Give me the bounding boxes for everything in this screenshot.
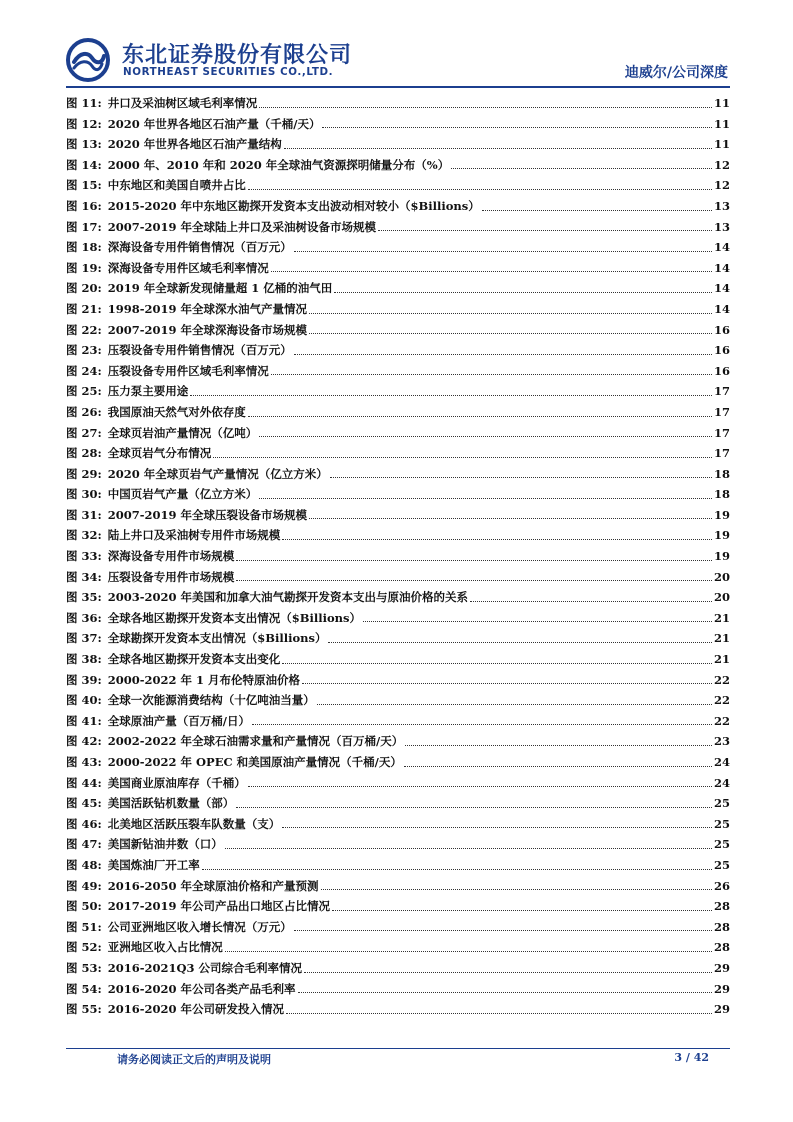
toc-page-number[interactable]: 25 <box>713 796 730 811</box>
toc-figure-number: 38: <box>81 652 102 667</box>
toc-figure-title[interactable]: 2016-2020 年公司研发投入情况 <box>107 1002 285 1017</box>
toc-figure-label: 图 <box>66 919 78 934</box>
toc-dot-leader <box>309 518 712 519</box>
toc-figure-number: 31: <box>81 507 102 522</box>
toc-figure-label: 图 <box>66 610 78 625</box>
toc-entry[interactable] <box>66 834 730 855</box>
toc-page-number[interactable]: 24 <box>713 755 730 769</box>
toc-figure-title[interactable]: 2007-2019 年全球陆上井口及采油树设备市场规模 <box>107 219 377 234</box>
toc-dot-leader <box>286 1013 712 1014</box>
toc-figure-title[interactable]: 压裂设备专用件区域毛利率情况 <box>107 363 269 378</box>
toc-figure-number: 13: <box>81 137 102 152</box>
toc-figure-title[interactable]: 全球原油产量（百万桶/日） <box>107 713 250 728</box>
toc-figure-title[interactable]: 中国页岩气产量（亿立方米） <box>107 487 258 502</box>
toc-figure-label: 图 <box>66 384 78 399</box>
toc-dot-leader <box>378 230 712 231</box>
toc-figure-title[interactable]: 压力泵主要用途 <box>107 384 189 399</box>
toc-figure-title[interactable]: 2016-2020 年公司各类产品毛利率 <box>107 981 296 996</box>
toc-figure-number: 14: <box>81 157 102 172</box>
toc-figure-number: 29: <box>81 466 102 481</box>
toc-figure-title[interactable]: 2020 年全球页岩气产量情况（亿立方米） <box>107 466 328 481</box>
toc-figure-label: 图 <box>66 672 78 687</box>
toc-page-number[interactable]: 14 <box>713 260 730 275</box>
toc-figure-label: 图 <box>66 157 78 172</box>
toc-page-number[interactable]: 25 <box>713 837 730 852</box>
toc-entry[interactable] <box>66 608 730 629</box>
toc-page-number[interactable]: 24 <box>713 775 730 790</box>
toc-figure-label: 图 <box>66 796 78 811</box>
toc-figure-number: 47: <box>81 837 102 852</box>
toc-figure-number: 54: <box>81 981 102 996</box>
toc-figure-title[interactable]: 全球页岩气分布情况 <box>107 446 212 461</box>
toc-figure-title[interactable]: 2019 年全球新发现储量超 1 亿桶的油气田 <box>107 281 333 296</box>
toc-figure-title[interactable]: 2020 年世界各地区石油产量结构 <box>107 137 282 152</box>
toc-figure-number: 33: <box>81 549 102 564</box>
toc-figure-title[interactable]: 全球勘探开发资本支出情况（$Billions） <box>107 631 327 646</box>
toc-dot-leader <box>328 642 712 643</box>
toc-page-number[interactable]: 28 <box>713 919 730 934</box>
toc-page-number[interactable]: 19 <box>713 507 730 522</box>
footer-divider <box>66 1048 730 1049</box>
toc-figure-title[interactable]: 2003-2020 年美国和加拿大油气勘探开发资本支出与原油价格的关系 <box>107 590 469 605</box>
toc-entry[interactable] <box>66 587 730 608</box>
toc-figure-label: 图 <box>66 178 78 193</box>
toc-figure-number: 41: <box>81 713 102 728</box>
toc-figure-title[interactable]: 2007-2019 年全球深海设备市场规模 <box>107 322 308 337</box>
toc-entry[interactable] <box>66 670 730 691</box>
toc-dot-leader <box>309 313 712 314</box>
toc-figure-number: 55: <box>81 1002 102 1017</box>
toc-page-number[interactable]: 20 <box>713 569 730 584</box>
report-tag: 迪威尔/公司深度 <box>624 65 728 81</box>
toc-dot-leader <box>309 333 712 334</box>
toc-figure-title[interactable]: 1998-2019 年全球深水油气产量情况 <box>107 301 308 316</box>
toc-entry[interactable] <box>66 855 730 876</box>
toc-dot-leader <box>282 539 712 540</box>
toc-page-number[interactable]: 21 <box>713 652 730 667</box>
toc-figure-label: 图 <box>66 775 78 790</box>
toc-dot-leader <box>470 601 712 602</box>
toc-figure-label: 图 <box>66 899 78 914</box>
toc-dot-leader <box>304 972 712 973</box>
toc-dot-leader <box>330 477 712 478</box>
toc-dot-leader <box>225 848 712 849</box>
toc-entry[interactable] <box>66 958 730 979</box>
toc-figure-number: 44: <box>81 775 102 790</box>
toc-figure-label: 图 <box>66 219 78 234</box>
toc-figure-number: 43: <box>81 755 102 769</box>
toc-figure-title[interactable]: 美国活跃钻机数量（部） <box>107 796 235 811</box>
toc-entry[interactable] <box>66 505 730 526</box>
toc-figure-number: 15: <box>81 178 102 193</box>
toc-figure-title[interactable]: 美国新钻油井数（口） <box>107 837 223 852</box>
toc-page-number[interactable]: 25 <box>713 816 730 831</box>
toc-entry[interactable] <box>66 876 730 897</box>
toc-entry[interactable] <box>66 731 730 752</box>
toc-page-number[interactable]: 17 <box>713 425 730 440</box>
toc-page-number[interactable]: 17 <box>713 384 730 399</box>
toc-figure-label: 图 <box>66 693 78 708</box>
toc-figure-label: 图 <box>66 755 78 769</box>
toc-figure-number: 18: <box>81 240 102 255</box>
toc-dot-leader <box>271 374 712 375</box>
toc-entry[interactable] <box>66 937 730 958</box>
toc-figure-number: 37: <box>81 631 102 646</box>
toc-entry[interactable] <box>66 896 730 917</box>
toc-figure-number: 32: <box>81 528 102 543</box>
toc-page-number[interactable]: 12 <box>713 157 730 172</box>
toc-entry[interactable] <box>66 299 730 320</box>
toc-figure-title[interactable]: 2000-2022 年 OPEC 和美国原油产量情况（千桶/天） <box>107 755 402 769</box>
toc-page-number[interactable]: 29 <box>713 960 730 975</box>
toc-figure-number: 52: <box>81 940 102 955</box>
toc-dot-leader <box>332 910 712 911</box>
toc-figure-label: 图 <box>66 857 78 872</box>
toc-figure-number: 26: <box>81 404 102 419</box>
toc-figure-label: 图 <box>66 240 78 255</box>
toc-dot-leader <box>405 745 712 746</box>
figure-list <box>66 93 730 1020</box>
toc-figure-label: 图 <box>66 981 78 996</box>
toc-entry[interactable] <box>66 93 730 114</box>
toc-figure-title[interactable]: 深海设备专用件区域毛利率情况 <box>107 260 269 275</box>
toc-dot-leader <box>282 663 712 664</box>
toc-figure-title[interactable]: 2016-2021Q3 公司综合毛利率情况 <box>107 960 303 975</box>
toc-figure-title[interactable]: 2017-2019 年公司产品出口地区占比情况 <box>107 899 331 914</box>
toc-figure-number: 21: <box>81 301 102 316</box>
toc-dot-leader <box>294 930 712 931</box>
toc-entry[interactable] <box>66 402 730 423</box>
toc-figure-label: 图 <box>66 116 78 131</box>
toc-figure-label: 图 <box>66 343 78 358</box>
toc-page-number[interactable]: 13 <box>713 219 730 234</box>
toc-entry[interactable] <box>66 814 730 835</box>
toc-figure-number: 34: <box>81 569 102 584</box>
toc-dot-leader <box>271 271 712 272</box>
toc-dot-leader <box>213 457 712 458</box>
toc-entry[interactable] <box>66 320 730 341</box>
toc-page-number[interactable]: 22 <box>713 672 730 687</box>
toc-dot-leader <box>259 498 712 499</box>
toc-page-number[interactable]: 16 <box>713 363 730 378</box>
toc-figure-number: 12: <box>81 116 102 131</box>
toc-page-number[interactable]: 26 <box>713 878 730 893</box>
toc-figure-label: 图 <box>66 652 78 667</box>
toc-entry[interactable] <box>66 752 730 773</box>
toc-dot-leader <box>482 210 712 211</box>
toc-page-number[interactable]: 17 <box>713 404 730 419</box>
toc-figure-number: 17: <box>81 219 102 234</box>
toc-figure-title[interactable]: 北美地区活跃压裂车队数量（支） <box>107 816 281 831</box>
toc-entry[interactable] <box>66 134 730 155</box>
toc-page-number[interactable]: 23 <box>713 734 730 749</box>
toc-figure-number: 27: <box>81 425 102 440</box>
toc-figure-title[interactable]: 美国商业原油库存（千桶） <box>107 775 246 790</box>
toc-dot-leader <box>248 416 712 417</box>
toc-figure-number: 28: <box>81 446 102 461</box>
toc-entry[interactable] <box>66 690 730 711</box>
toc-figure-title[interactable]: 2020 年世界各地区石油产量（千桶/天） <box>107 116 321 131</box>
toc-dot-leader <box>451 168 712 169</box>
toc-page-number[interactable]: 21 <box>713 631 730 646</box>
toc-page-number[interactable]: 11 <box>713 137 730 152</box>
toc-entry[interactable] <box>66 999 730 1020</box>
toc-figure-title[interactable]: 井口及采油树区域毛利率情况 <box>107 96 258 110</box>
toc-figure-number: 39: <box>81 672 102 687</box>
toc-figure-number: 22: <box>81 322 102 337</box>
toc-figure-label: 图 <box>66 446 78 461</box>
toc-figure-label: 图 <box>66 322 78 337</box>
toc-entry[interactable] <box>66 793 730 814</box>
header-divider <box>66 86 730 88</box>
toc-figure-title[interactable]: 全球一次能源消费结构（十亿吨油当量） <box>107 693 315 708</box>
toc-page-number[interactable]: 18 <box>713 466 730 481</box>
toc-figure-label: 图 <box>66 569 78 584</box>
toc-figure-label: 图 <box>66 528 78 543</box>
toc-dot-leader <box>298 992 712 993</box>
toc-entry[interactable] <box>66 361 730 382</box>
toc-figure-label: 图 <box>66 96 78 110</box>
toc-entry[interactable] <box>66 567 730 588</box>
toc-figure-label: 图 <box>66 816 78 831</box>
toc-figure-number: 16: <box>81 198 102 213</box>
toc-figure-number: 11: <box>81 96 102 110</box>
toc-page-number[interactable]: 12 <box>713 178 730 193</box>
toc-figure-title[interactable]: 中东地区和美国自喷井占比 <box>107 178 246 193</box>
toc-page-number[interactable]: 25 <box>713 857 730 872</box>
toc-entry[interactable] <box>66 217 730 238</box>
toc-figure-title[interactable]: 2000-2022 年 1 月布伦特原油价格 <box>107 672 301 687</box>
toc-dot-leader <box>248 189 712 190</box>
toc-entry[interactable] <box>66 114 730 135</box>
toc-dot-leader <box>225 951 712 952</box>
toc-entry[interactable] <box>66 979 730 1000</box>
toc-figure-number: 53: <box>81 960 102 975</box>
toc-entry[interactable] <box>66 917 730 938</box>
toc-page-number[interactable]: 28 <box>713 940 730 955</box>
toc-figure-title[interactable]: 2000 年、2010 年和 2020 年全球油气资源探明储量分布（%） <box>107 157 450 172</box>
toc-figure-label: 图 <box>66 1002 78 1017</box>
toc-page-number[interactable]: 13 <box>713 198 730 213</box>
toc-figure-title[interactable]: 美国炼油厂开工率 <box>107 857 200 872</box>
toc-page-number[interactable]: 11 <box>713 96 730 110</box>
toc-dot-leader <box>236 580 712 581</box>
page-header <box>66 34 730 89</box>
toc-figure-title[interactable]: 深海设备专用件销售情况（百万元） <box>107 240 292 255</box>
toc-figure-number: 40: <box>81 693 102 708</box>
toc-entry[interactable] <box>66 175 730 196</box>
toc-dot-leader <box>259 107 712 108</box>
toc-page-number[interactable]: 17 <box>713 446 730 461</box>
toc-page-number[interactable]: 14 <box>713 240 730 255</box>
toc-figure-number: 20: <box>81 281 102 296</box>
toc-figure-label: 图 <box>66 260 78 275</box>
toc-page-number[interactable]: 14 <box>713 301 730 316</box>
toc-dot-leader <box>404 766 712 767</box>
toc-dot-leader <box>322 127 712 128</box>
toc-figure-number: 45: <box>81 796 102 811</box>
toc-page-number[interactable]: 19 <box>713 549 730 564</box>
toc-figure-label: 图 <box>66 549 78 564</box>
toc-figure-title[interactable]: 深海设备专用件市场规模 <box>107 549 235 564</box>
toc-figure-title[interactable]: 全球各地区勘探开发资本支出情况（$Billions） <box>107 610 361 625</box>
toc-figure-title[interactable]: 压裂设备专用件市场规模 <box>107 569 235 584</box>
toc-dot-leader <box>236 807 712 808</box>
toc-figure-number: 50: <box>81 899 102 914</box>
toc-figure-label: 图 <box>66 363 78 378</box>
toc-figure-number: 25: <box>81 384 102 399</box>
toc-figure-title[interactable]: 2002-2022 年全球石油需求量和产量情况（百万桶/天） <box>107 734 404 749</box>
toc-entry[interactable] <box>66 628 730 649</box>
toc-page-number[interactable]: 28 <box>713 899 730 914</box>
toc-dot-leader <box>284 148 712 149</box>
toc-dot-leader <box>282 827 712 828</box>
toc-page-number[interactable]: 20 <box>713 590 730 605</box>
toc-dot-leader <box>294 354 712 355</box>
toc-figure-number: 24: <box>81 363 102 378</box>
toc-page-number[interactable]: 11 <box>713 116 730 131</box>
toc-entry[interactable] <box>66 423 730 444</box>
toc-dot-leader <box>236 560 712 561</box>
toc-entry[interactable] <box>66 278 730 299</box>
toc-page-number[interactable]: 16 <box>713 343 730 358</box>
toc-figure-number: 46: <box>81 816 102 831</box>
toc-figure-label: 图 <box>66 281 78 296</box>
company-name-en: NORTHEAST SECURITIES CO.,LTD. <box>123 66 334 78</box>
toc-figure-number: 30: <box>81 487 102 502</box>
toc-figure-label: 图 <box>66 631 78 646</box>
toc-page-number[interactable]: 22 <box>713 693 730 708</box>
toc-figure-number: 49: <box>81 878 102 893</box>
toc-figure-number: 35: <box>81 590 102 605</box>
toc-dot-leader <box>190 395 712 396</box>
toc-page-number[interactable]: 22 <box>713 713 730 728</box>
toc-entry[interactable] <box>66 773 730 794</box>
toc-entry[interactable] <box>66 258 730 279</box>
northeast-securities-logo-icon <box>66 38 110 82</box>
toc-dot-leader <box>321 889 712 890</box>
toc-figure-label: 图 <box>66 137 78 152</box>
toc-entry[interactable] <box>66 464 730 485</box>
toc-figure-label: 图 <box>66 837 78 852</box>
toc-dot-leader <box>317 704 712 705</box>
toc-dot-leader <box>334 292 712 293</box>
toc-dot-leader <box>294 251 712 252</box>
toc-figure-number: 19: <box>81 260 102 275</box>
toc-figure-number: 42: <box>81 734 102 749</box>
toc-figure-title[interactable]: 2015-2020 年中东地区勘探开发资本支出波动相对较小（$Billions） <box>107 198 480 213</box>
toc-dot-leader <box>252 724 712 725</box>
toc-figure-title[interactable]: 公司亚洲地区收入增长情况（万元） <box>107 919 292 934</box>
toc-figure-label: 图 <box>66 507 78 522</box>
toc-figure-label: 图 <box>66 301 78 316</box>
toc-figure-label: 图 <box>66 590 78 605</box>
toc-figure-label: 图 <box>66 404 78 419</box>
toc-entry[interactable] <box>66 525 730 546</box>
toc-figure-title[interactable]: 我国原油天然气对外依存度 <box>107 404 246 419</box>
toc-dot-leader <box>248 786 712 787</box>
toc-figure-title[interactable]: 2007-2019 年全球压裂设备市场规模 <box>107 507 308 522</box>
toc-entry[interactable] <box>66 237 730 258</box>
toc-dot-leader <box>259 436 712 437</box>
toc-dot-leader <box>302 683 712 684</box>
toc-dot-leader <box>363 621 712 622</box>
toc-figure-title[interactable]: 2016-2050 年全球原油价格和产量预测 <box>107 878 319 893</box>
toc-figure-label: 图 <box>66 960 78 975</box>
toc-entry[interactable] <box>66 155 730 176</box>
toc-figure-label: 图 <box>66 878 78 893</box>
toc-figure-title[interactable]: 全球各地区勘探开发资本支出变化 <box>107 652 281 667</box>
toc-entry[interactable] <box>66 711 730 732</box>
toc-page-number[interactable]: 21 <box>713 610 730 625</box>
toc-figure-number: 23: <box>81 343 102 358</box>
toc-page-number[interactable]: 14 <box>713 281 730 296</box>
toc-page-number[interactable]: 18 <box>713 487 730 502</box>
toc-figure-label: 图 <box>66 466 78 481</box>
toc-page-number[interactable]: 29 <box>713 981 730 996</box>
toc-entry[interactable] <box>66 196 730 217</box>
toc-entry[interactable] <box>66 649 730 670</box>
toc-page-number[interactable]: 19 <box>713 528 730 543</box>
company-name-cn: 东北证券股份有限公司 <box>122 43 353 68</box>
toc-page-number[interactable]: 29 <box>713 1002 730 1017</box>
toc-figure-title[interactable]: 压裂设备专用件销售情况（百万元） <box>107 343 292 358</box>
toc-figure-label: 图 <box>66 734 78 749</box>
toc-entry[interactable] <box>66 443 730 464</box>
toc-figure-label: 图 <box>66 940 78 955</box>
toc-dot-leader <box>202 869 712 870</box>
toc-figure-number: 36: <box>81 610 102 625</box>
toc-figure-label: 图 <box>66 198 78 213</box>
toc-figure-label: 图 <box>66 425 78 440</box>
toc-page-number[interactable]: 16 <box>713 322 730 337</box>
page-indicator: 3 / 42 <box>674 1051 709 1064</box>
toc-figure-number: 48: <box>81 857 102 872</box>
toc-entry[interactable] <box>66 484 730 505</box>
toc-figure-number: 51: <box>81 919 102 934</box>
toc-figure-label: 图 <box>66 713 78 728</box>
footer-disclaimer: 请务必阅读正文后的声明及说明 <box>117 1053 271 1066</box>
toc-entry[interactable] <box>66 546 730 567</box>
toc-entry[interactable] <box>66 340 730 361</box>
toc-entry[interactable] <box>66 381 730 402</box>
toc-figure-title[interactable]: 亚洲地区收入占比情况 <box>107 940 223 955</box>
toc-figure-title[interactable]: 陆上井口及采油树专用件市场规模 <box>107 528 281 543</box>
toc-figure-label: 图 <box>66 487 78 502</box>
toc-figure-title[interactable]: 全球页岩油产量情况（亿吨） <box>107 425 258 440</box>
